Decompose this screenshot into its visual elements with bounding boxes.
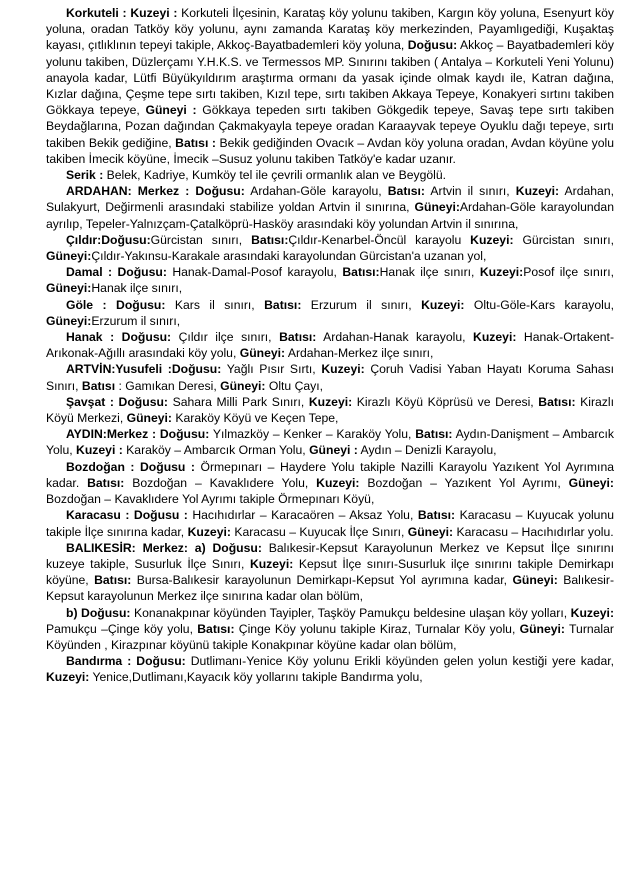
text-run: Gökkaya tepeden sırtı takiben Gökgedik tepeye, Savaş tepe sırtı takiben Beydağlarına, Pozan dağından Çakmakyayla tepeye oradan Karaayvak tepeye Oyuklu dağı tepeye, sırtı takiben Bekik gediğine, [46, 103, 614, 150]
text-run: Aydın – Denizli Karayolu, [357, 443, 497, 458]
heading-run: Batısı: [415, 427, 453, 442]
text-run: Sahara Milli Park Sınırı, [167, 394, 309, 409]
paragraph [46, 329, 614, 361]
heading-run: ARTVİN:Yusufeli :Doğusu: [66, 362, 222, 377]
heading-run: Kuzeyi: [421, 297, 465, 312]
text-run: Kirazlı Köyü Merkezi, [46, 394, 614, 426]
heading-run: Bozdoğan : Doğusu : [66, 459, 195, 474]
heading-run: Batısı: [264, 297, 302, 312]
heading-run: Batısı: [342, 265, 380, 280]
text-run: Gürcistan sınırı, [150, 232, 252, 247]
text-run: Kars il sınırı, [165, 297, 265, 312]
document-body [46, 5, 614, 686]
text-run: Ardahan-Hanak karayolu, [316, 330, 474, 345]
text-run: Yılmazköy – Kenker – Karaköy Yolu, [209, 427, 416, 442]
heading-run: Kuzeyi: [187, 524, 231, 539]
paragraph [46, 264, 614, 296]
text-run: Bozdoğan – Kavaklıdere Yol Ayrımı takiple Örmepınarı Köyü, [46, 492, 375, 507]
heading-run: Güneyi: [126, 411, 172, 426]
paragraph [46, 167, 614, 183]
text-run: Bekik gediğinden Ovacık – Avdan köy yoluna oradan, Avdan köyüne yolu takiben İmecik köyüne, İmecik –Susuz yolunu takiben Tatköy'e kadar uzanır. [46, 135, 615, 166]
heading-run: Güneyi: [239, 346, 286, 361]
text-run: Yağlı Pısır Sırtı, [221, 362, 322, 377]
heading-run: Batısı: [87, 475, 125, 490]
text-run: Belek, Kadriye, Kumköy tel ile çevrili ormanlık alan ve Beygölü. [103, 168, 447, 183]
text-run: Karaköy Köyü ve Keçen Tepe, [171, 411, 339, 426]
heading-run: Korkuteli : Kuzeyi : [66, 6, 178, 20]
heading-run: Batısı : [175, 135, 216, 150]
text-run: Çıldır ilçe sınırı, [171, 330, 280, 345]
text-run: Örmepınarı – Haydere Yolu takiple Nazilli Karayolu Yazıkent Yol Ayrımına kadar. [46, 459, 615, 490]
text-run: Ardahan, Sulakyurt, Değirmenli arasındaki stabilize yoldan Artvin il sınırına, [46, 184, 614, 215]
heading-run: b) Doğusu: [66, 605, 131, 620]
paragraph [46, 183, 614, 232]
heading-run: Kuzeyi: [308, 394, 353, 409]
heading-run: Batısı: [417, 508, 456, 523]
heading-run: Kuzeyi: [316, 475, 360, 490]
text-run: Erzurum il sınırı, [91, 313, 181, 328]
paragraph [46, 394, 614, 426]
text-run: Karacasu – Hacıhıdırlar yolu. [453, 524, 614, 539]
text-run: Korkuteli İlçesinin, Karataş köy yolunu takiben, Kargın köy yoluna, Esenyurt köy yoluna, oradan Tatköy köy yolunu, aynı zamanda Karataş köy merkezinden, Payamlıgediği, Kuşaktaş kayası, çıtlıklının tepeyi takiple, Akkoç-Bayatbademleri köy yoluna, [46, 6, 614, 53]
text-run: Artvin il sınırı, [424, 184, 516, 199]
heading-run: Güneyi : [145, 103, 197, 118]
paragraph [46, 232, 614, 264]
text-run: Hacıhıdırlar – Karacaören – Aksaz Yolu, [187, 508, 418, 523]
text-run: Karacasu – Kuyucak yolunu takiple İlçe sınırına kadar, [46, 508, 615, 539]
heading-run: Batısı: [279, 330, 317, 345]
text-run: Balıkesir-Kepsut Karayolunun Merkez ve Kepsut İlçe sınırını kuzeye takiple, Susurluk İlçe Sınırı, [46, 540, 614, 571]
heading-run: Batısı: [197, 621, 235, 636]
text-run: Konanakpınar köyünden Tayipler, Taşköy Pamukçu beldesine ulaşan köy yolları, [130, 605, 571, 620]
heading-run: Bandırma : Doğusu: [66, 654, 186, 669]
heading-run: Batısı: [94, 573, 132, 588]
paragraph [46, 297, 614, 329]
text-run: Oltu-Göle-Kars karayolu, [464, 297, 614, 312]
text-run: Hanak ilçe sınırı, [379, 265, 480, 280]
paragraph [46, 426, 614, 458]
text-run: Çıldır-Kenarbel-Öncül karayolu [288, 232, 471, 247]
heading-run: Güneyi: [46, 281, 92, 296]
text-run: Kepsut İlçe sınırı-Susurluk ilçe sınırını takiple Demirkapı köyüne, [46, 556, 614, 588]
text-run: Hanak-Ortakent-Arıkonak-Ağıllı arasındaki köy yolu, [46, 330, 614, 361]
text-run: Karaköy – Ambarcık Orman Yolu, [122, 443, 310, 458]
heading-run: Kuzeyi: [321, 362, 365, 377]
heading-run: Güneyi: [407, 524, 454, 539]
text-run: Ardahan-Merkez ilçe sınırı, [285, 346, 434, 361]
heading-run: Kuzeyi: [479, 265, 524, 280]
text-run: Karacasu – Kuyucak İlçe Sınırı, [230, 524, 408, 539]
heading-run: Kuzeyi: [515, 184, 560, 199]
text-run: Akkoç – Bayatbademleri köy yolunu takiben, Düzlerçamı Y.H.K.S. ve Termessos MP. Sınırını takiben ( Antalya – Korkuteli Yeni Yolunu) anayola kadar, Lütfi Büyükyıldırım araştırma ormanı da yasak içinde olmak kaydı ile, Katran dağına, Kızlar dağına, Çeşme tepe sırtı takiben, Kızıl tepe, sırtı takiben Akkaya Tepeye, Konakyeri sırtını takiben Gökkaya tepeye, [46, 38, 614, 118]
text-run: Çıldır-Yakınsu-Karakale arasındaki karayolundan Gürcistan'a uzanan yol, [91, 249, 487, 264]
paragraph [46, 653, 614, 685]
paragraph [46, 361, 614, 393]
text-run: Gürcistan sınırı, [513, 232, 615, 247]
heading-run: BALIKESİR: Merkez: a) Doğusu: [66, 540, 262, 555]
text-run: Oltu Çayı, [265, 378, 324, 393]
heading-run: Güneyi: [46, 313, 92, 328]
heading-run: Serik : [66, 168, 104, 183]
heading-run: Doğusu: [407, 38, 458, 53]
text-run: Bozdoğan – Yazıkent Yol Ayrımı, [359, 475, 569, 490]
paragraph [46, 459, 614, 508]
text-run: Balıkesir- Kepsut karayolunun Merkez ilçe sınırına kadar olan bölüm, [46, 573, 615, 604]
paragraph [46, 605, 614, 654]
heading-run: Göle : Doğusu: [66, 297, 166, 312]
heading-run: Batısı: [387, 184, 425, 199]
paragraph [46, 5, 614, 167]
heading-run: Karacasu : Doğusu : [66, 508, 188, 523]
text-run: Çinge Köy yolunu takiple Kiraz, Turnalar Köy yolu, [234, 621, 520, 636]
heading-run: ARDAHAN: Merkez : Doğusu: [66, 184, 245, 199]
heading-run: Kuzeyi: [473, 330, 517, 345]
heading-run: Batısı: [538, 394, 576, 409]
text-run: Turnalar Köyünden , Kirazpınar köyünü takiple Konakpınar köyüne kadar olan bölüm, [46, 621, 614, 652]
text-run: Çoruh Vadisi Yaban Hayatı Koruma Sahası Sınırı, [46, 362, 615, 393]
heading-run: Güneyi : [309, 443, 358, 458]
text-run: : Gamıkan Deresi, [115, 378, 221, 393]
text-run: Yenice,Dutlimanı,Kayacık köy yollarını takiple Bandırma yolu, [89, 670, 423, 685]
heading-run: AYDIN:Merkez : Doğusu: [66, 427, 210, 442]
heading-run: Batısı: [251, 232, 289, 247]
heading-run: Kuzeyi: [470, 232, 514, 247]
heading-run: Güneyi: [414, 200, 460, 215]
text-run: Kirazlı Köyü Köprüsü ve Deresi, [352, 394, 539, 409]
text-run: Pamukçu –Çinge köy yolu, [46, 621, 198, 636]
heading-run: Güneyi: [220, 378, 266, 393]
heading-run: Damal : Doğusu: [66, 265, 167, 280]
heading-run: Güneyi: [46, 249, 92, 264]
heading-run: Batısı [81, 378, 116, 393]
heading-run: Kuzeyi: [46, 670, 90, 685]
heading-run: Güneyi: [568, 475, 614, 490]
text-run: Aydın-Danişment – Ambarcık Yolu, [46, 427, 614, 458]
heading-run: Kuzeyi: [570, 605, 614, 620]
heading-run: Kuzeyi : [76, 443, 123, 458]
paragraph [46, 540, 614, 605]
heading-run: Şavşat : Doğusu: [66, 394, 168, 409]
text-run: Ardahan-Göle karayolu, [244, 184, 388, 199]
paragraph [46, 507, 614, 539]
heading-run: Hanak : Doğusu: [66, 330, 172, 345]
heading-run: Kuzeyi: [249, 556, 294, 571]
heading-run: Çıldır:Doğusu: [66, 232, 151, 247]
heading-run: Güneyi: [512, 573, 558, 588]
text-run: Ardahan-Göle karayolundan ayrılıp, Tepeler-Yalnızçam-Çatalköprü-Hasköy arasındaki köy yolundan Artvin il sınırına, [46, 200, 614, 231]
text-run: Hanak ilçe sınırı, [91, 281, 183, 296]
text-run: Bursa-Balıkesir karayolunun Demirkapı-Kepsut Yol ayrımına kadar, [131, 573, 513, 588]
text-run: Erzurum il sınırı, [301, 297, 422, 312]
text-run: Posof ilçe sınırı, [523, 265, 614, 280]
text-run: Dutlimanı-Yenice Köy yolunu Erikli köyünden gelen yolun kestiği yere kadar, [185, 654, 614, 669]
text-run: Hanak-Damal-Posof karayolu, [166, 265, 343, 280]
text-run: Bozdoğan – Kavaklıdere Yolu, [124, 475, 317, 490]
heading-run: Güneyi: [519, 621, 565, 636]
